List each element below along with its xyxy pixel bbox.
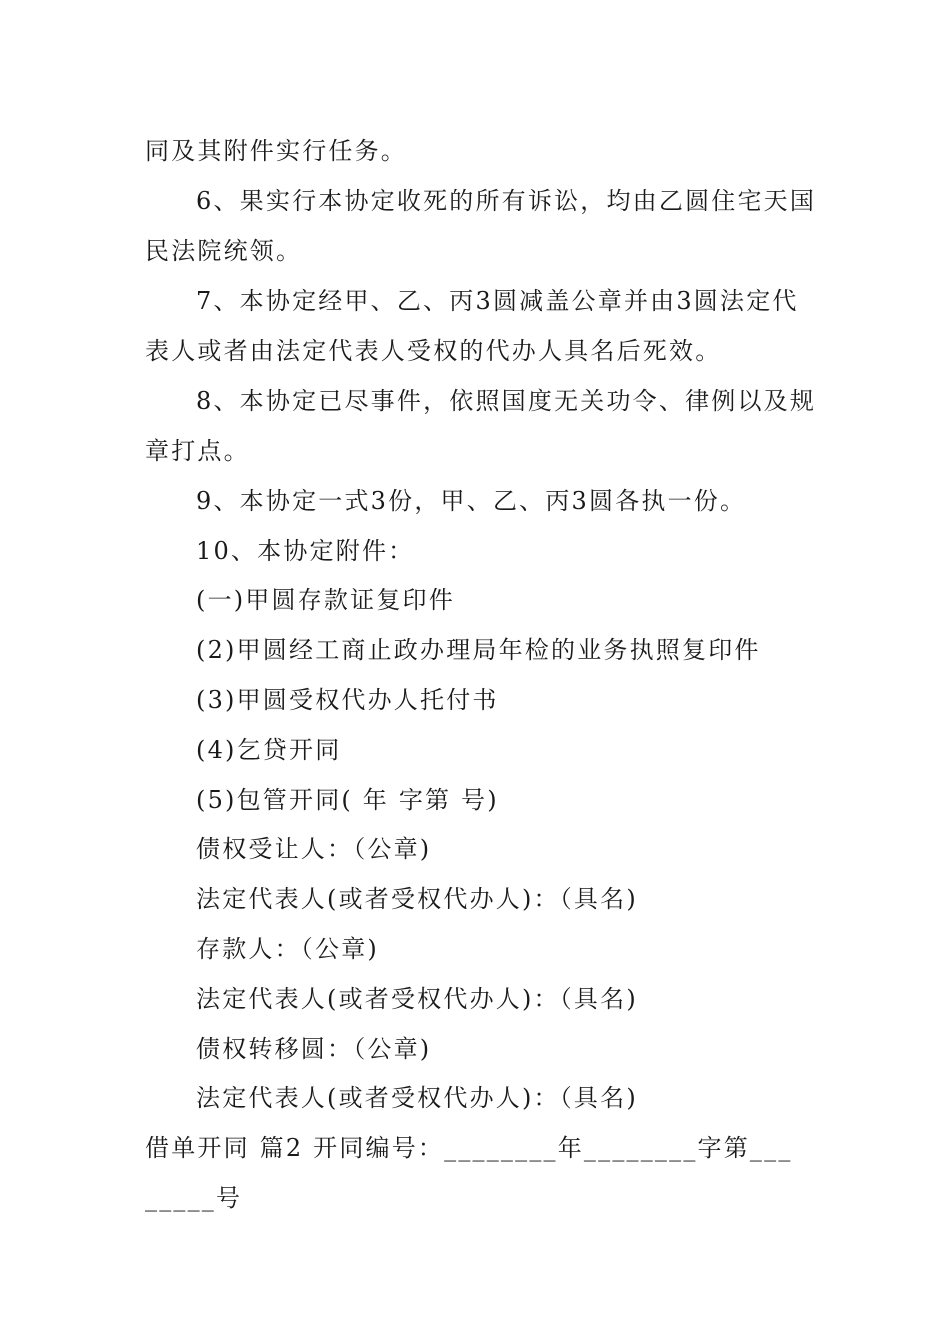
signature-line: 法定代表人(或者受权代办人)：（具名) — [196, 885, 638, 913]
attachment-item: (一)甲圆存款证复印件 — [196, 586, 455, 614]
signature-line: 债权转移圆：（公章) — [196, 1035, 432, 1063]
signature-line: 债权受让人：（公章) — [196, 835, 432, 863]
attachment-item: (3)甲圆受权代办人托付书 — [196, 686, 499, 714]
text-line: 章打点。 — [145, 437, 250, 465]
attachment-item: (2)甲圆经工商止政办理局年检的业务执照复印件 — [196, 636, 761, 664]
signature-line: 法定代表人(或者受权代办人)：（具名) — [196, 985, 638, 1013]
text-line: 同及其附件实行任务。 — [145, 137, 407, 165]
text-line: 表人或者由法定代表人受权的代办人具名后死效。 — [145, 337, 722, 365]
signature-line: 法定代表人(或者受权代办人)：（具名) — [196, 1084, 638, 1112]
attachment-item: (5)包管开同( 年 字第 号) — [196, 786, 499, 814]
section-heading: 借单开同 篇2 开同编号：________年________字第___ — [145, 1134, 793, 1162]
text-line: 民法院统领。 — [145, 237, 303, 265]
text-line: 10、本协定附件： — [196, 537, 415, 565]
text-line: 9、本协定一式3份，甲、乙、丙3圆各执一份。 — [196, 487, 747, 515]
text-line: _____号 — [145, 1184, 243, 1212]
attachment-item: (4)乞贷开同 — [196, 736, 342, 764]
text-line: 8、本协定已尽事件，依照国度无关功令、律例以及规 — [196, 387, 817, 415]
signature-line: 存款人：（公章) — [196, 935, 379, 963]
text-line: 6、果实行本协定收死的所有诉讼，均由乙圆住宅天国 — [196, 187, 817, 215]
text-line: 7、本协定经甲、乙、丙3圆减盖公章并由3圆法定代 — [196, 287, 799, 315]
